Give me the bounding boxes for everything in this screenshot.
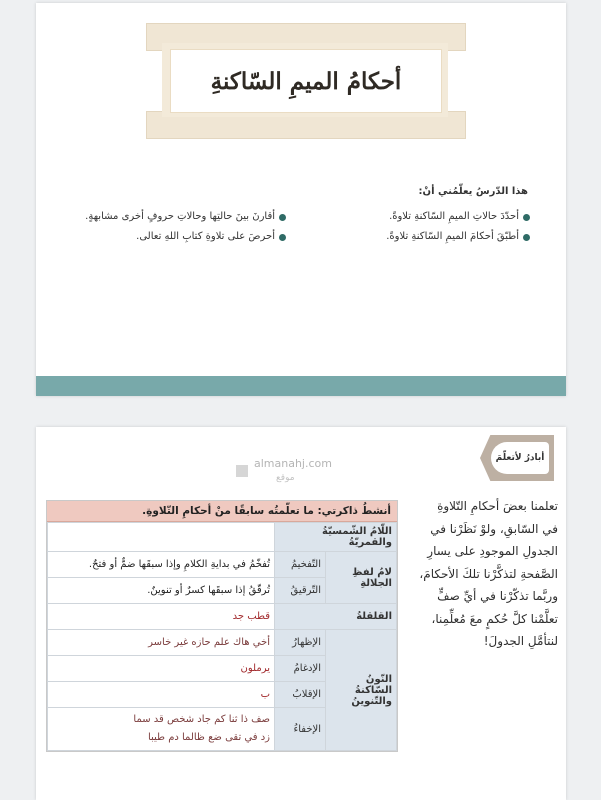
subrule-name: الإدغامُ — [275, 656, 326, 682]
bullet-icon — [523, 214, 530, 221]
table-row — [48, 604, 397, 630]
objectives-right-column — [370, 207, 530, 247]
subrule-name: التّفخيمُ — [275, 552, 326, 578]
watermark-label: موقع — [276, 473, 295, 483]
ikhfaa-line: صف ذا ثنا كم جاد شخص قد سما — [133, 714, 270, 725]
subrule-name: الإقلابُ — [275, 682, 326, 708]
subrule-text — [48, 708, 275, 751]
subrule-text: ب — [48, 682, 275, 708]
subrule-text: تُفخّمُ في بدايةِ الكلامِ وإذا سبقَها ضمٌّ أو فتحٌ. — [48, 552, 275, 578]
qalqala-letters: قطب جد — [48, 604, 275, 630]
objective-text: أقارنَ بينَ حالتِها وحالاتِ حروفٍ أخرى مشابهةٍ. — [85, 211, 275, 222]
table-row — [48, 630, 397, 656]
objective-text: أحرصَ على تلاوةِ كتابِ اللهِ تعالى. — [136, 231, 275, 242]
subrule-name: الإظهارُ — [275, 630, 326, 656]
lesson-title: أحكامُ الميمِ السّاكنةِ — [210, 67, 402, 95]
intro-paragraph: تعلمنا بعضَ أحكامِ التّلاوةِ في السّابقِ، ولوْ نَظَرْنا في الجدولِ الموجودِ على يسارِ الصَّفحةِ لتذكَّرْنا تلكَ الأحكامَ، وربَّما تذكّرْنا في أيِّ صفٍّ تعلَّمْنا كلَّ حُكمٍ معَ مُعلِّمِنا، لنتأمَّلِ الجدولَ! — [419, 499, 558, 648]
rule-qalqala: القلقلةُ — [275, 604, 397, 630]
page-footer-bar — [36, 376, 566, 396]
lesson-page-1 — [36, 3, 566, 396]
objective-item — [76, 207, 286, 227]
bullet-icon — [279, 234, 286, 241]
subrule-text: تُرقّقُ إذا سبقَها كسرٌ أو تنوينٌ. — [48, 578, 275, 604]
rule-lafz-jalala: لامُ لفظِ الجلالةِ — [326, 552, 397, 604]
watermark-url: almanahj.com — [254, 457, 332, 470]
subrule-name: التّرقيقُ — [275, 578, 326, 604]
objective-item — [76, 227, 286, 247]
objective-item — [370, 227, 530, 247]
objectives-heading: هذا الدّرسُ يعلّمُني أنْ: — [418, 186, 528, 197]
watermark-logo-icon — [236, 465, 248, 477]
objective-text: أطبّقَ أحكامَ الميمِ السّاكنةِ تلاوةً. — [386, 231, 519, 242]
subrule-text: يرملون — [48, 656, 275, 682]
bullet-icon — [523, 234, 530, 241]
objectives-left-column — [76, 207, 286, 247]
objective-text: أحدّدَ حالاتِ الميمِ السّاكنةِ تلاوةً. — [389, 211, 519, 222]
activity-title: أنشطُ ذاكرتي: ما تعلّمتُه سابقًا منْ أحكامِ التّلاوةِ. — [47, 501, 397, 522]
lesson-page-2 — [36, 427, 566, 800]
table-row — [48, 552, 397, 578]
empty-cell — [48, 523, 275, 552]
rule-shamsiyya: اللّامُ الشّمسيّةُ والقمريّةُ — [275, 523, 397, 552]
bullet-icon — [279, 214, 286, 221]
ikhfaa-line: زد في تقى ضع ظالما دم طيبا — [147, 732, 270, 743]
section-badge — [480, 435, 554, 481]
title-banner — [170, 49, 442, 113]
subrule-name: الإخفاءُ — [275, 708, 326, 751]
rule-noon-sakina: النّونُ السّاكنةُ والتّنوينُ — [326, 630, 397, 751]
subrule-text: أخي هاك علم حازه غير خاسر — [48, 630, 275, 656]
tajweed-rules-table — [47, 522, 397, 751]
activity-box — [46, 500, 398, 752]
objective-item — [370, 207, 530, 227]
badge-label: أبادرُ لأتعلّمَ — [491, 442, 549, 474]
table-row — [48, 523, 397, 552]
